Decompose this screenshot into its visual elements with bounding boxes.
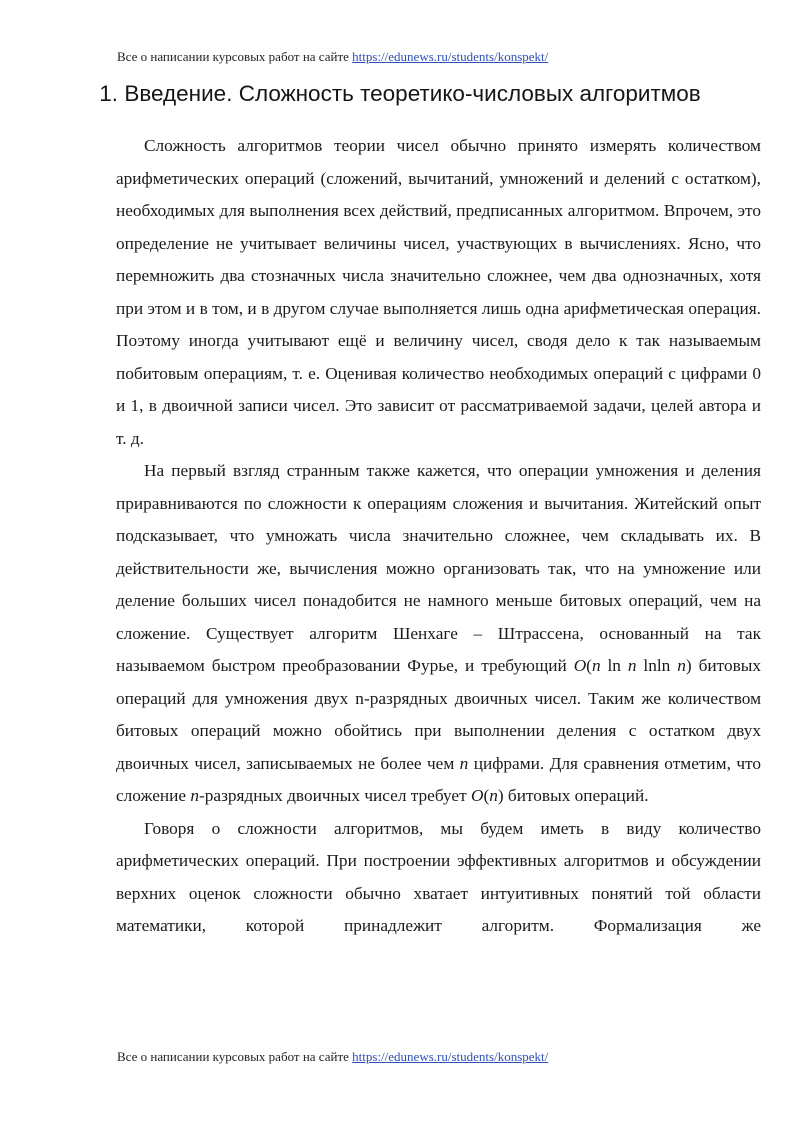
page-header <box>117 49 548 65</box>
paragraph-2-text-2: битовых операций для умножения двух n-разрядных двоичных чисел. Таким же количеством битовых операций можно обойтись при выполнении деления с остатком двух двоичных чисел, записываемых не более чем <box>116 656 761 773</box>
paragraph-3: Говоря о сложности алгоритмов, мы будем иметь в виду количество арифметических операций. При построении эффективных алгоритмов и обсуждении верхних оценок сложности обычно хватает интуитивных понятий той области математики, которой принадлежит алгоритм. Формализация же <box>116 818 761 935</box>
formula-paren: ) <box>685 656 692 675</box>
formula-lnln: lnln <box>636 656 678 675</box>
footer-link[interactable]: https://edunews.ru/students/konspekt/ <box>352 1049 549 1064</box>
variable-n: n <box>459 753 469 773</box>
formula-n: n <box>627 656 637 675</box>
formula-ln: ln <box>600 656 628 675</box>
body-text <box>116 130 761 943</box>
formula-n: n <box>591 656 601 675</box>
paragraph-2 <box>116 455 761 813</box>
formula-paren: ( <box>483 786 490 805</box>
paragraph-2-text-5: битовых операций. <box>503 786 649 805</box>
formula-n: n <box>489 786 498 805</box>
paragraph-2-text-3: цифрами. Для сравнения отметим, что сложение <box>116 753 761 805</box>
paragraph-1: Сложность алгоритмов теории чисел обычно принято измерять количеством арифметических операций (сложений, вычитаний, умножений и делений с остатком), необходимых для выполнения всех действий, предписанных алгоритмом. Впрочем, это определение не учитывает величины чисел, участвующих в вычислениях. Ясно, что перемножить два стозначных числа значительно сложнее, чем два однозначных, хотя при этом и в том, и в другом случае выполняется лишь одна арифметическая операция. Поэтому иногда учитывают ещё и величину чисел, сводя дело к так называемым побитовым операциям, т. е. Оценивая количество необходимых операций с цифрами 0 и 1, в двоичной записи чисел. Это зависит от рассматриваемой задачи, целей автора и т. д. <box>116 136 761 448</box>
paragraph-2-text-1: На первый взгляд странным также кажется, что операции умножения и деления приравниваются по сложности к операциям сложения и вычитания. Житейский опыт подсказывает, что умножать числа значительно сложнее, чем складывать их. В действительности же, вычисления можно организовать так, что на умножение или деление больших чисел понадобится не намного меньше битовых операций, чем на сложение. Существует алгоритм Шенхаге – Штрассена, основанный на так называемом быстром преобразовании Фурье, и требующий <box>116 461 761 675</box>
page-footer <box>117 1049 548 1065</box>
formula-o: O <box>470 786 484 805</box>
section-title: 1. Введение. Сложность теоретико-числовых алгоритмов <box>99 81 701 106</box>
formula-n: n <box>677 656 686 675</box>
formula-o: O <box>573 656 587 675</box>
header-text: Все о написании курсовых работ на сайте <box>117 49 353 64</box>
paragraph-2-text-4: -разрядных двоичных чисел требует <box>199 786 471 805</box>
header-link[interactable]: https://edunews.ru/students/konspekt/ <box>352 49 549 64</box>
formula-paren: ) <box>497 786 504 805</box>
variable-n: n <box>190 786 200 805</box>
footer-text: Все о написании курсовых работ на сайте <box>117 1049 353 1064</box>
formula-paren: ( <box>586 656 592 675</box>
